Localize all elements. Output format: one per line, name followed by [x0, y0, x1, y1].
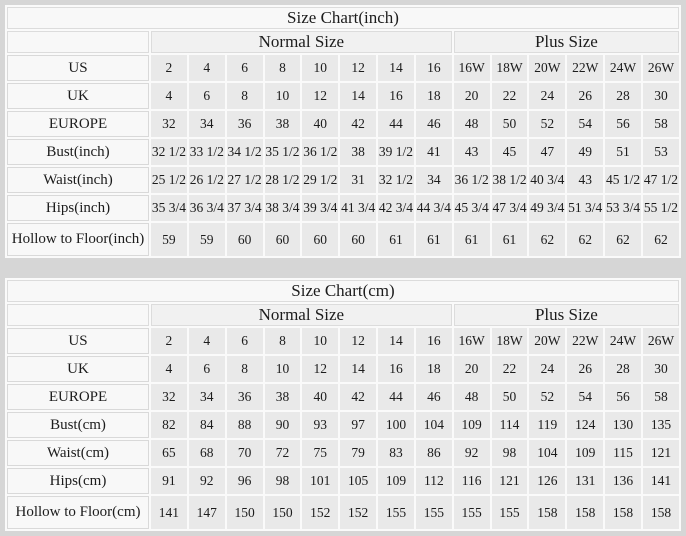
table-row: [7, 496, 679, 529]
size-value-cell: 109: [454, 412, 490, 438]
size-value-cell: 24: [529, 356, 565, 382]
size-value-cell: 28: [605, 83, 641, 109]
size-value-cell: 39 3/4: [302, 195, 338, 221]
size-value-cell: 24: [529, 83, 565, 109]
chart-title: Size Chart(inch): [7, 7, 679, 29]
size-value-cell: 119: [529, 412, 565, 438]
size-value-cell: 48: [454, 384, 490, 410]
size-value-cell: 61: [492, 223, 528, 256]
size-value-cell: 155: [454, 496, 490, 529]
size-value-cell: 14: [378, 55, 414, 81]
size-value-cell: 22: [492, 356, 528, 382]
size-value-cell: 100: [378, 412, 414, 438]
size-value-cell: 33 1/2: [189, 139, 225, 165]
size-value-cell: 61: [416, 223, 452, 256]
size-value-cell: 116: [454, 468, 490, 494]
size-value-cell: 40: [302, 384, 338, 410]
size-value-cell: 24W: [605, 328, 641, 354]
size-value-cell: 61: [378, 223, 414, 256]
size-value-cell: 12: [302, 356, 338, 382]
size-group-header: Plus Size: [454, 304, 679, 326]
size-value-cell: 4: [189, 328, 225, 354]
size-value-cell: 155: [416, 496, 452, 529]
size-value-cell: 4: [151, 356, 187, 382]
size-value-cell: 8: [265, 55, 301, 81]
table-row: [7, 195, 679, 221]
size-value-cell: 35 1/2: [265, 139, 301, 165]
size-value-cell: 60: [340, 223, 376, 256]
size-value-cell: 37 3/4: [227, 195, 263, 221]
row-label: EUROPE: [7, 384, 149, 410]
size-value-cell: 22W: [567, 55, 603, 81]
size-value-cell: 45 3/4: [454, 195, 490, 221]
size-value-cell: 36 1/2: [454, 167, 490, 193]
size-value-cell: 10: [302, 328, 338, 354]
size-value-cell: 16: [416, 55, 452, 81]
size-value-cell: 60: [302, 223, 338, 256]
size-value-cell: 45: [492, 139, 528, 165]
size-value-cell: 8: [265, 328, 301, 354]
corner-cell: [7, 31, 149, 53]
size-value-cell: 25 1/2: [151, 167, 187, 193]
size-value-cell: 38: [340, 139, 376, 165]
row-label: Hollow to Floor(inch): [7, 223, 149, 256]
size-value-cell: 72: [265, 440, 301, 466]
size-chart-cm-table: [5, 278, 681, 531]
size-value-cell: 2: [151, 55, 187, 81]
size-value-cell: 8: [227, 83, 263, 109]
size-value-cell: 62: [643, 223, 679, 256]
size-value-cell: 75: [302, 440, 338, 466]
size-value-cell: 39 1/2: [378, 139, 414, 165]
size-value-cell: 47: [529, 139, 565, 165]
size-value-cell: 36: [227, 384, 263, 410]
size-value-cell: 84: [189, 412, 225, 438]
size-value-cell: 31: [340, 167, 376, 193]
size-value-cell: 32 1/2: [151, 139, 187, 165]
size-value-cell: 136: [605, 468, 641, 494]
size-value-cell: 155: [492, 496, 528, 529]
row-label: Waist(cm): [7, 440, 149, 466]
size-value-cell: 121: [492, 468, 528, 494]
size-value-cell: 18W: [492, 55, 528, 81]
table-row: [7, 384, 679, 410]
size-value-cell: 54: [567, 111, 603, 137]
size-value-cell: 41: [416, 139, 452, 165]
size-value-cell: 96: [227, 468, 263, 494]
size-value-cell: 112: [416, 468, 452, 494]
size-value-cell: 49: [567, 139, 603, 165]
size-value-cell: 88: [227, 412, 263, 438]
size-value-cell: 26W: [643, 328, 679, 354]
size-value-cell: 24W: [605, 55, 641, 81]
size-value-cell: 20: [454, 83, 490, 109]
size-value-cell: 22: [492, 83, 528, 109]
row-label: Hollow to Floor(cm): [7, 496, 149, 529]
size-value-cell: 56: [605, 111, 641, 137]
size-value-cell: 68: [189, 440, 225, 466]
size-value-cell: 114: [492, 412, 528, 438]
size-value-cell: 82: [151, 412, 187, 438]
size-value-cell: 30: [643, 356, 679, 382]
size-value-cell: 38: [265, 111, 301, 137]
size-value-cell: 43: [454, 139, 490, 165]
table-gap: [5, 258, 681, 278]
size-group-header: Normal Size: [151, 31, 452, 53]
size-value-cell: 20W: [529, 328, 565, 354]
size-value-cell: 131: [567, 468, 603, 494]
size-value-cell: 46: [416, 384, 452, 410]
size-value-cell: 91: [151, 468, 187, 494]
size-value-cell: 6: [227, 55, 263, 81]
size-value-cell: 18: [416, 83, 452, 109]
size-value-cell: 150: [265, 496, 301, 529]
size-value-cell: 27 1/2: [227, 167, 263, 193]
size-value-cell: 26: [567, 356, 603, 382]
size-value-cell: 109: [378, 468, 414, 494]
size-value-cell: 32: [151, 111, 187, 137]
size-value-cell: 141: [151, 496, 187, 529]
size-value-cell: 98: [265, 468, 301, 494]
size-value-cell: 45 1/2: [605, 167, 641, 193]
size-value-cell: 65: [151, 440, 187, 466]
size-value-cell: 121: [643, 440, 679, 466]
size-value-cell: 6: [189, 83, 225, 109]
size-value-cell: 51: [605, 139, 641, 165]
size-value-cell: 29 1/2: [302, 167, 338, 193]
size-value-cell: 44: [378, 111, 414, 137]
size-value-cell: 56: [605, 384, 641, 410]
size-value-cell: 115: [605, 440, 641, 466]
size-value-cell: 44 3/4: [416, 195, 452, 221]
size-value-cell: 16W: [454, 328, 490, 354]
row-label: US: [7, 55, 149, 81]
size-value-cell: 35 3/4: [151, 195, 187, 221]
size-value-cell: 92: [189, 468, 225, 494]
size-value-cell: 32 1/2: [378, 167, 414, 193]
size-value-cell: 14: [378, 328, 414, 354]
table-row: [7, 167, 679, 193]
row-label: Bust(inch): [7, 139, 149, 165]
size-value-cell: 124: [567, 412, 603, 438]
table-row: [7, 111, 679, 137]
size-value-cell: 26W: [643, 55, 679, 81]
size-value-cell: 40 3/4: [529, 167, 565, 193]
row-label: UK: [7, 83, 149, 109]
size-value-cell: 59: [189, 223, 225, 256]
size-value-cell: 18: [416, 356, 452, 382]
size-value-cell: 47 1/2: [643, 167, 679, 193]
row-label: UK: [7, 356, 149, 382]
size-value-cell: 36: [227, 111, 263, 137]
size-value-cell: 70: [227, 440, 263, 466]
table-row: [7, 356, 679, 382]
size-group-header-row: [7, 31, 679, 53]
size-value-cell: 34: [189, 384, 225, 410]
size-value-cell: 40: [302, 111, 338, 137]
size-value-cell: 10: [265, 83, 301, 109]
size-value-cell: 158: [643, 496, 679, 529]
size-value-cell: 158: [529, 496, 565, 529]
size-value-cell: 141: [643, 468, 679, 494]
size-value-cell: 41 3/4: [340, 195, 376, 221]
size-value-cell: 34 1/2: [227, 139, 263, 165]
size-value-cell: 62: [529, 223, 565, 256]
size-value-cell: 79: [340, 440, 376, 466]
size-value-cell: 59: [151, 223, 187, 256]
chart-title: Size Chart(cm): [7, 280, 679, 302]
table-row: [7, 328, 679, 354]
size-value-cell: 158: [567, 496, 603, 529]
size-value-cell: 43: [567, 167, 603, 193]
size-value-cell: 60: [227, 223, 263, 256]
table-row: [7, 468, 679, 494]
size-value-cell: 104: [529, 440, 565, 466]
size-value-cell: 34: [189, 111, 225, 137]
size-value-cell: 12: [340, 328, 376, 354]
size-value-cell: 32: [151, 384, 187, 410]
size-value-cell: 20W: [529, 55, 565, 81]
size-value-cell: 90: [265, 412, 301, 438]
size-value-cell: 36 3/4: [189, 195, 225, 221]
size-value-cell: 6: [189, 356, 225, 382]
size-value-cell: 34: [416, 167, 452, 193]
size-value-cell: 147: [189, 496, 225, 529]
row-label: EUROPE: [7, 111, 149, 137]
table-row: [7, 83, 679, 109]
size-value-cell: 62: [605, 223, 641, 256]
size-value-cell: 97: [340, 412, 376, 438]
chart-title-row: [7, 7, 679, 29]
size-value-cell: 92: [454, 440, 490, 466]
size-value-cell: 42: [340, 384, 376, 410]
size-value-cell: 38 3/4: [265, 195, 301, 221]
size-value-cell: 38 1/2: [492, 167, 528, 193]
size-value-cell: 53: [643, 139, 679, 165]
size-value-cell: 55 1/2: [643, 195, 679, 221]
size-value-cell: 26: [567, 83, 603, 109]
size-value-cell: 49 3/4: [529, 195, 565, 221]
size-value-cell: 30: [643, 83, 679, 109]
size-value-cell: 22W: [567, 328, 603, 354]
size-value-cell: 135: [643, 412, 679, 438]
size-value-cell: 2: [151, 328, 187, 354]
size-value-cell: 36 1/2: [302, 139, 338, 165]
size-value-cell: 4: [189, 55, 225, 81]
chart-title-row: [7, 280, 679, 302]
size-group-header: Plus Size: [454, 31, 679, 53]
size-value-cell: 54: [567, 384, 603, 410]
size-value-cell: 12: [340, 55, 376, 81]
row-label: Hips(inch): [7, 195, 149, 221]
size-value-cell: 126: [529, 468, 565, 494]
size-value-cell: 83: [378, 440, 414, 466]
size-value-cell: 10: [302, 55, 338, 81]
size-group-header-row: [7, 304, 679, 326]
size-value-cell: 14: [340, 356, 376, 382]
size-value-cell: 18W: [492, 328, 528, 354]
table-row: [7, 139, 679, 165]
size-value-cell: 60: [265, 223, 301, 256]
size-value-cell: 155: [378, 496, 414, 529]
size-value-cell: 28 1/2: [265, 167, 301, 193]
size-value-cell: 150: [227, 496, 263, 529]
size-value-cell: 58: [643, 111, 679, 137]
size-value-cell: 104: [416, 412, 452, 438]
size-value-cell: 152: [302, 496, 338, 529]
size-value-cell: 86: [416, 440, 452, 466]
size-value-cell: 58: [643, 384, 679, 410]
size-value-cell: 61: [454, 223, 490, 256]
size-value-cell: 6: [227, 328, 263, 354]
size-value-cell: 16: [378, 356, 414, 382]
size-value-cell: 20: [454, 356, 490, 382]
size-value-cell: 38: [265, 384, 301, 410]
size-value-cell: 14: [340, 83, 376, 109]
table-row: [7, 223, 679, 256]
size-value-cell: 62: [567, 223, 603, 256]
size-value-cell: 47 3/4: [492, 195, 528, 221]
size-value-cell: 53 3/4: [605, 195, 641, 221]
size-value-cell: 130: [605, 412, 641, 438]
size-value-cell: 16: [416, 328, 452, 354]
size-value-cell: 16: [378, 83, 414, 109]
size-value-cell: 28: [605, 356, 641, 382]
size-value-cell: 16W: [454, 55, 490, 81]
size-value-cell: 10: [265, 356, 301, 382]
size-value-cell: 4: [151, 83, 187, 109]
row-label: Bust(cm): [7, 412, 149, 438]
size-value-cell: 152: [340, 496, 376, 529]
size-value-cell: 158: [605, 496, 641, 529]
size-value-cell: 109: [567, 440, 603, 466]
size-value-cell: 12: [302, 83, 338, 109]
size-chart-inch-table: [5, 5, 681, 258]
size-value-cell: 101: [302, 468, 338, 494]
size-value-cell: 51 3/4: [567, 195, 603, 221]
size-value-cell: 48: [454, 111, 490, 137]
table-row: [7, 440, 679, 466]
corner-cell: [7, 304, 149, 326]
row-label: Hips(cm): [7, 468, 149, 494]
size-value-cell: 26 1/2: [189, 167, 225, 193]
size-value-cell: 42: [340, 111, 376, 137]
size-group-header: Normal Size: [151, 304, 452, 326]
size-value-cell: 50: [492, 384, 528, 410]
size-value-cell: 50: [492, 111, 528, 137]
size-value-cell: 98: [492, 440, 528, 466]
size-value-cell: 93: [302, 412, 338, 438]
size-value-cell: 44: [378, 384, 414, 410]
size-value-cell: 42 3/4: [378, 195, 414, 221]
table-row: [7, 55, 679, 81]
size-value-cell: 105: [340, 468, 376, 494]
size-value-cell: 8: [227, 356, 263, 382]
row-label: US: [7, 328, 149, 354]
size-value-cell: 46: [416, 111, 452, 137]
row-label: Waist(inch): [7, 167, 149, 193]
size-value-cell: 52: [529, 111, 565, 137]
table-row: [7, 412, 679, 438]
size-value-cell: 52: [529, 384, 565, 410]
